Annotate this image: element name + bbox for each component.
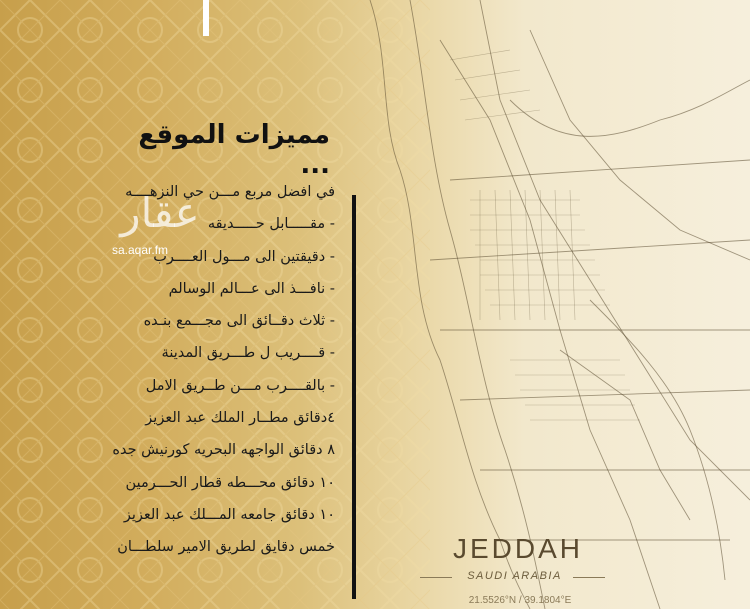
aqar-logo-watermark: عقار	[120, 188, 200, 237]
feature-item: ١٠ دقائق محـــطه قطار الحـــرمين	[125, 474, 335, 491]
feature-item: - ثلاث دقــائق الى مجـــمع بنـده	[143, 313, 335, 330]
feature-item: - مقـــــابل حـــــديقه	[207, 216, 335, 233]
features-list	[35, 176, 335, 564]
map-country-name: SAUDI ARABIA	[467, 570, 562, 582]
feature-item: - بالقــــرب مـــن طــريق الامل	[145, 377, 335, 394]
map-city-name: JEDDAH	[452, 533, 583, 564]
feature-item: - نافـــذ الى عـــالم الوسالم	[168, 280, 335, 297]
feature-item: ٨ دقائق الواجهه البحريه كورنيش جده	[112, 442, 335, 459]
page-title: مميزات الموقع ...	[138, 120, 330, 180]
feature-item: ١٠ دقائق جامعه المـــلك عبد العزيز	[123, 506, 335, 523]
feature-item: - قــــريب ل طـــريق المدينة	[161, 345, 335, 362]
feature-item: ٤دقائق مطــار الملك عبد العزيز	[145, 410, 335, 427]
feature-item: - دقيقتين الى مـــول العــــرب	[153, 248, 335, 265]
feature-item: في افضل مربع مـــن حي النزهــــه	[125, 184, 335, 200]
vertical-divider	[352, 195, 356, 599]
watermark-url: sa.aqar.fm	[112, 243, 169, 257]
map-coordinates: 21.5526°N / 39.1804°E	[468, 595, 572, 606]
feature-item: خمس دقايق لطريق الامير سلطـــان	[117, 539, 335, 556]
top-accent-bar	[203, 0, 209, 36]
jeddah-street-map	[330, 0, 750, 609]
